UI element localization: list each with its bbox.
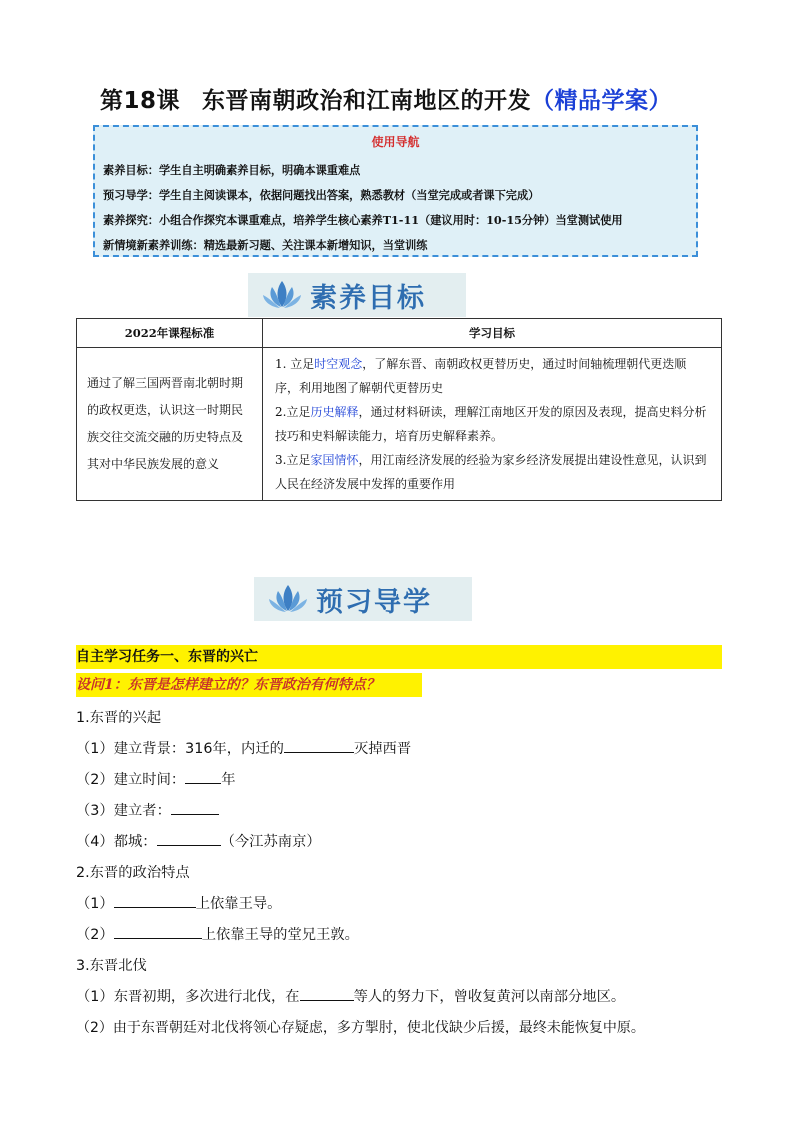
- table-header: 2022年课程标准: [77, 319, 263, 348]
- usage-guide-line: 素养目标：学生自主明确素养目标，明确本课重难点: [103, 163, 361, 177]
- learning-goal: 2.立足历史解释，通过材料研读，理解江南地区开发的原因及表现，提高史料分析技巧和史料解读能力，培育历史解释素养。: [275, 405, 707, 443]
- section-heading: 3.东晋北伐: [76, 958, 147, 974]
- usage-guide-heading: 使用导航: [371, 135, 420, 149]
- answer-blank[interactable]: [185, 769, 221, 784]
- content-line: （1）东晋初期，多次进行北伐，在 等人的努力下，曾收复黄河以南部分地区。: [76, 986, 625, 1006]
- title-paren-open: （: [531, 88, 555, 114]
- section-banner-text: 素养目标: [310, 282, 426, 314]
- content-line: （2） 上依靠王导的堂兄王敦。: [76, 924, 359, 944]
- task-question: 设问1：东晋是怎样建立的？东晋政治有何特点？: [76, 673, 422, 697]
- lesson-number: 第18课: [100, 88, 181, 114]
- lotus-icon: [266, 581, 310, 617]
- content-line: （4）都城： （今江苏南京）: [76, 831, 321, 851]
- title-accent: 精品学案: [554, 88, 649, 114]
- learning-goals-cell: [263, 348, 722, 501]
- content-line: （2）由于东晋朝廷对北伐将领心存疑虑，多方掣肘，使北伐缺少后援，最终未能恢复中原。: [76, 1020, 645, 1036]
- section-heading: 1.东晋的兴起: [76, 710, 162, 726]
- section-banner-text: 预习导学: [316, 586, 432, 618]
- usage-guide-line: 新情境新素养训练：精选最新习题、关注课本新增知识，当堂训练: [103, 238, 428, 252]
- answer-blank[interactable]: [114, 893, 196, 908]
- answer-blank[interactable]: [114, 924, 202, 939]
- answer-blank[interactable]: [171, 800, 219, 815]
- objectives-table: [76, 318, 722, 501]
- content-line: （3）建立者：: [76, 800, 219, 820]
- lotus-icon: [260, 277, 304, 313]
- learning-goal: 3.立足家国情怀，用江南经济发展的经验为家乡经济发展提出建设性意见，认识到人民在经济发展中发挥的重要作用: [275, 453, 707, 491]
- content-line: （2）建立时间： 年: [76, 769, 235, 789]
- table-header: 学习目标: [263, 319, 722, 348]
- content-line: （1）建立背景：316年，内迁的 灭掉西晋: [76, 738, 411, 758]
- answer-blank[interactable]: [300, 986, 354, 1001]
- page-title: [100, 82, 720, 115]
- answer-blank[interactable]: [157, 831, 221, 846]
- curriculum-standard-cell: 通过了解三国两晋南北朝时期的政权更迭，认识这一时期民族交往交流交融的历史特点及其对中华民族发展的意义: [77, 348, 263, 501]
- usage-guide-box: [93, 125, 698, 257]
- content-line: （1） 上依靠王导。: [76, 893, 281, 913]
- section-banner-goals: [248, 273, 466, 317]
- title-paren-close: ）: [648, 88, 673, 114]
- usage-guide-line: 预习导学：学生自主阅读课本，依据问题找出答案，熟悉教材（当堂完成或者课下完成）: [103, 188, 540, 202]
- section-banner-preview: [254, 577, 472, 621]
- task-heading: 自主学习任务一、东晋的兴亡: [76, 645, 722, 669]
- lesson-title: 东晋南朝政治和江南地区的开发: [202, 88, 532, 114]
- learning-goal: 1. 立足时空观念，了解东晋、南朝政权更替历史，通过时间轴梳理朝代更迭顺序，利用地图了解朝代更替历史: [275, 357, 687, 395]
- section-heading: 2.东晋的政治特点: [76, 865, 190, 881]
- usage-guide-line: 素养探究：小组合作探究本课重难点，培养学生核心素养T1-11（建议用时：10-15分钟）当堂测试使用: [103, 213, 623, 227]
- answer-blank[interactable]: [284, 738, 354, 753]
